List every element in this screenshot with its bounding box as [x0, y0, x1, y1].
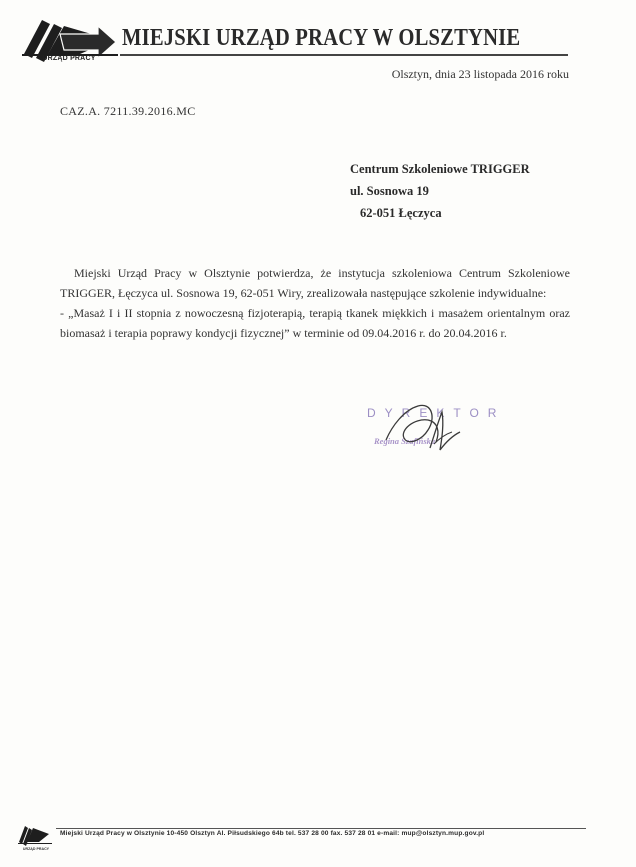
training-item: - „Masaż I i II stopnia z nowoczesną fizjoterapią, terapią tkanek miękkich i masażem orientalnym oraz biomasaż i terapia poprawy kondycji fizycznej” w terminie od 09.04.2016 r. do 20.04.2016 r. [60, 306, 570, 340]
recipient-street: ul. Sosnowa 19 [350, 184, 429, 198]
recipient-address [350, 158, 530, 224]
reference-number: CAZ.A. 7211.39.2016.MC [60, 104, 196, 118]
letter-body [60, 263, 570, 343]
office-name: MIEJSKI URZĄD PRACY W OLSZTYNIE [122, 25, 521, 51]
recipient-name: Centrum Szkoleniowe TRIGGER [350, 162, 530, 176]
body-paragraph: Miejski Urząd Pracy w Olsztynie potwierdza, że instytucja szkoleniowa Centrum Szkoleniowe TRIGGER, Łęczyca ul. Sosnowa 19, 62-051 Wiry, zrealizowała następujące szkolenie indywidualne: [60, 266, 570, 300]
header-divider [120, 54, 568, 56]
footer-logo-icon [17, 822, 53, 850]
signature-icon [378, 396, 478, 460]
recipient-city: 62-051 Łęczyca [360, 206, 442, 220]
stamp-name: Regina Szafińska [374, 436, 436, 446]
logo-caption: URZĄD PRACY [42, 55, 96, 62]
footer-contact: Miejski Urząd Pracy w Olsztynie 10-450 Olsztyn Al. Piłsudskiego 64b tel. 537 28 00 fax. 537 28 01 e-mail: mup@olsztyn.mup.gov.pl [60, 830, 485, 837]
footer-divider [56, 828, 586, 829]
footer-logo-caption: URZĄD PRACY [22, 847, 50, 851]
stamp-title: DYREKTOR [367, 406, 506, 420]
date-line: Olsztyn, dnia 23 listopada 2016 roku [391, 67, 569, 81]
